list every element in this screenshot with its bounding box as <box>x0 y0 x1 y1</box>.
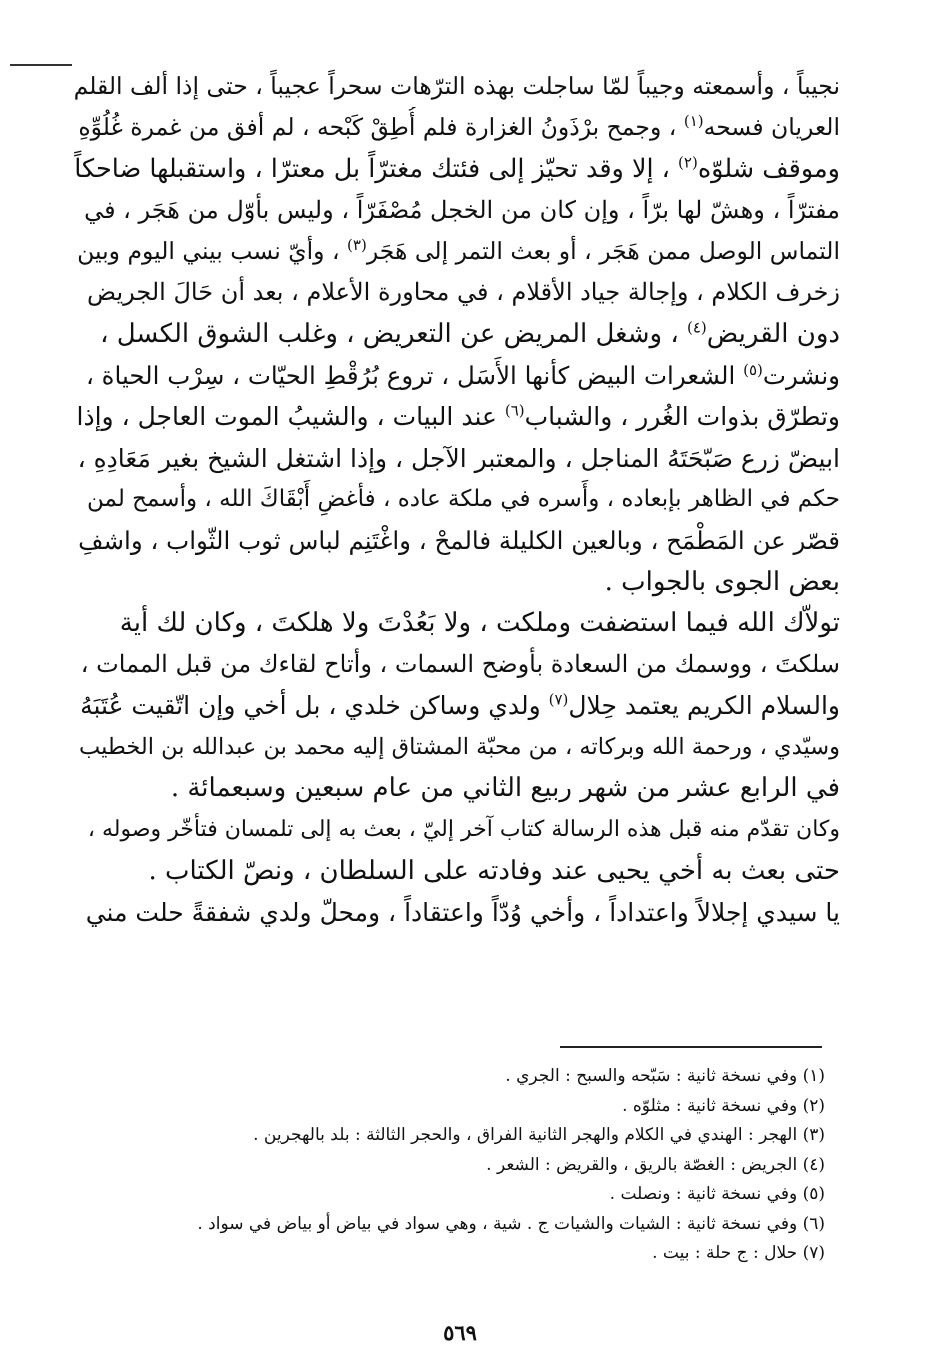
footnote-reference: (٦) <box>504 402 525 421</box>
footnote-number: (٦) <box>802 1213 825 1234</box>
footnotes <box>120 1062 825 1269</box>
text-run: نجيباً ، وأسمعته وجيباً لمّا ساجلت بهذه الترّهات سحراً عجيباً ، حتى إذا ألف القلم <box>73 72 840 100</box>
text-line <box>72 66 840 107</box>
text-line <box>72 479 840 520</box>
footnote-reference: (٧) <box>548 691 569 710</box>
text-run: ابيضّ زرع صَبّحَتَهُ المناجل ، والمعتبر الآجل ، وإذا اشتغل الشيخ بغير مَعَادِهِ ، <box>77 443 840 473</box>
text-line <box>72 272 840 313</box>
text-line <box>72 685 840 726</box>
footnote-text: وفي نسخة ثانية : مثلوّه . <box>622 1095 798 1116</box>
text-line <box>72 355 840 396</box>
footnote <box>120 1151 825 1181</box>
text-run: وموقف شلوّه <box>697 153 840 184</box>
text-line <box>72 603 840 644</box>
paragraph <box>72 603 840 809</box>
text-line <box>72 892 840 933</box>
text-line <box>72 149 840 190</box>
footnote-reference: (٢) <box>678 153 698 172</box>
text-run: ، وأيّ نسب بيني اليوم وبين <box>77 237 348 266</box>
text-run: عند البيات ، والشيبُ الموت العاجل ، وإذا <box>76 402 505 432</box>
footnote-text: الهجر : الهندي في الكلام والهجر الثانية الفراق ، والحجر الثالثة : بلد بالهجرين . <box>253 1125 798 1145</box>
text-run: ونشرت <box>762 361 840 391</box>
text-line <box>72 396 840 437</box>
text-run: حكم في الظاهر بإبعاده ، وأَسره في ملكة عاده ، فأغضِ أَبْقَاكَ الله ، وأسمح لمن <box>87 485 840 512</box>
text-line <box>72 644 840 685</box>
text-line <box>72 562 840 603</box>
text-run: سلكتَ ، ووسمك من السعادة بأوضح السمات ، وأتاح لقاءك من قبل الممات ، <box>80 650 840 679</box>
text-line <box>72 190 840 231</box>
footnote-text: الجريض : الغصّة بالريق ، والقريض : الشعر . <box>486 1154 798 1175</box>
text-run: والسلام الكريم يعتمد حِلال <box>568 691 840 721</box>
text-line <box>72 727 840 768</box>
footnote-reference: (٥) <box>743 360 763 379</box>
footnote <box>120 1121 825 1151</box>
footnote <box>120 1092 825 1122</box>
footnote <box>120 1210 825 1240</box>
footnote-reference: (٤) <box>686 318 707 337</box>
text-run: ، وجمح برْذَونُ الغزارة فلم أُطِقْ كَبْحه ، لم أفق من غمرة غُلُوِّهِ <box>78 113 684 142</box>
text-run: ، إلا وقد تحيّز إلى فئتك مغترّاً بل معترّا ، واستقبلها ضاحكاً <box>74 153 679 184</box>
footnote-number: (٥) <box>802 1184 825 1204</box>
text-run: وكان تقدّم منه قبل هذه الرسالة كتاب آخر إليّ ، بعث به إلى تلمسان فتأخّر وصوله ، <box>87 817 840 843</box>
text-run: دون القريض <box>706 318 840 349</box>
text-run: ولدي وساكن خلدي ، بل أخي وإن اتّقيت عُتَبَهُ <box>80 691 549 721</box>
text-run: زخرف الكلام ، وإجالة جياد الأقلام ، في محاورة الأعلام ، بعد أن حَالَ الجريض <box>87 278 840 307</box>
text-run: قصّر عن المَطْمَح ، وبالعين الكليلة فالمحْ ، واغْتَنِم لباس ثوب الثّواب ، واشفِ <box>78 526 840 556</box>
text-line <box>72 520 840 561</box>
footnote <box>120 1239 825 1269</box>
text-run: العريان فسحه <box>703 113 840 142</box>
footnote <box>120 1180 825 1210</box>
footnote-number: (٤) <box>802 1154 825 1175</box>
footnote-number: (٧) <box>802 1243 825 1263</box>
paragraph <box>72 66 840 603</box>
text-line <box>72 851 840 892</box>
footnote-number: (٢) <box>802 1095 825 1116</box>
footnote-text: وفي نسخة ثانية : ونصلت . <box>609 1184 798 1204</box>
text-run: في الرابع عشر من شهر ربيع الثاني من عام سبعين وسبعمائة . <box>170 773 840 804</box>
footnote-number: (٣) <box>802 1125 825 1145</box>
text-run: وسيّدي ، ورحمة الله وبركاته ، من محبّة المشتاق إليه محمد بن عبدالله بن الخطيب <box>79 733 840 760</box>
footnote-number: (١) <box>802 1066 825 1086</box>
page-number: ٥٦٩ <box>443 1320 477 1345</box>
text-run: الشعرات البيض كأنها الأَسَل ، تروع بُرُقْطِ الحيّات ، سِرْب الحياة ، <box>85 361 744 391</box>
text-run: بعض الجوى بالجواب . <box>604 566 840 597</box>
text-line <box>72 809 840 850</box>
footnote-separator <box>560 1046 822 1048</box>
footnote-text: وفي نسخة ثانية : الشيات والشيات ج . شية ، وهي سواد في بياض أو بياض في سواد . <box>197 1213 798 1234</box>
footnote <box>120 1062 825 1092</box>
paragraph <box>72 892 840 933</box>
text-line <box>72 231 840 272</box>
main-text <box>72 66 840 933</box>
header-rule <box>10 64 72 66</box>
paragraph <box>72 809 840 892</box>
text-line <box>72 107 840 148</box>
text-line <box>72 438 840 479</box>
text-line <box>72 314 840 355</box>
text-run: حتى بعث به أخي يحيى عند وفادته على السلطان ، ونصّ الكتاب . <box>148 855 840 886</box>
text-run: وتطرّق بذوات الغُرر ، والشباب <box>524 402 840 432</box>
text-line <box>72 768 840 809</box>
text-run: تولاّك الله فيما استضفت وملكت ، ولا بَعُدْتَ ولا هلكتَ ، وكان لك أية <box>119 607 840 638</box>
text-run: التماس الوصل ممن هَجَر ، أو بعث التمر إلى هَجَر <box>366 237 840 266</box>
footnote-text: وفي نسخة ثانية : سَبّحه والسبح : الجري . <box>505 1066 798 1086</box>
text-run: يا سيدي إجلالاً واعتداداً ، وأخي وُدّاً واعتقاداً ، ومحلّ ولدي شفقةً حلت مني <box>85 897 840 927</box>
footnote-text: حلال : ج حلة : بيت . <box>652 1243 798 1263</box>
text-run: ، وشغل المريض عن التعريض ، وغلب الشوق الكسل ، <box>100 318 687 349</box>
text-run: مفترّاً ، وهشّ لها برّاً ، وإن كان من الخجل مُصْفَرّاً ، وليس بأوّل من هَجَر ، في <box>84 195 840 224</box>
footnote-reference: (٣) <box>347 236 367 255</box>
footnote-reference: (١) <box>683 112 704 131</box>
